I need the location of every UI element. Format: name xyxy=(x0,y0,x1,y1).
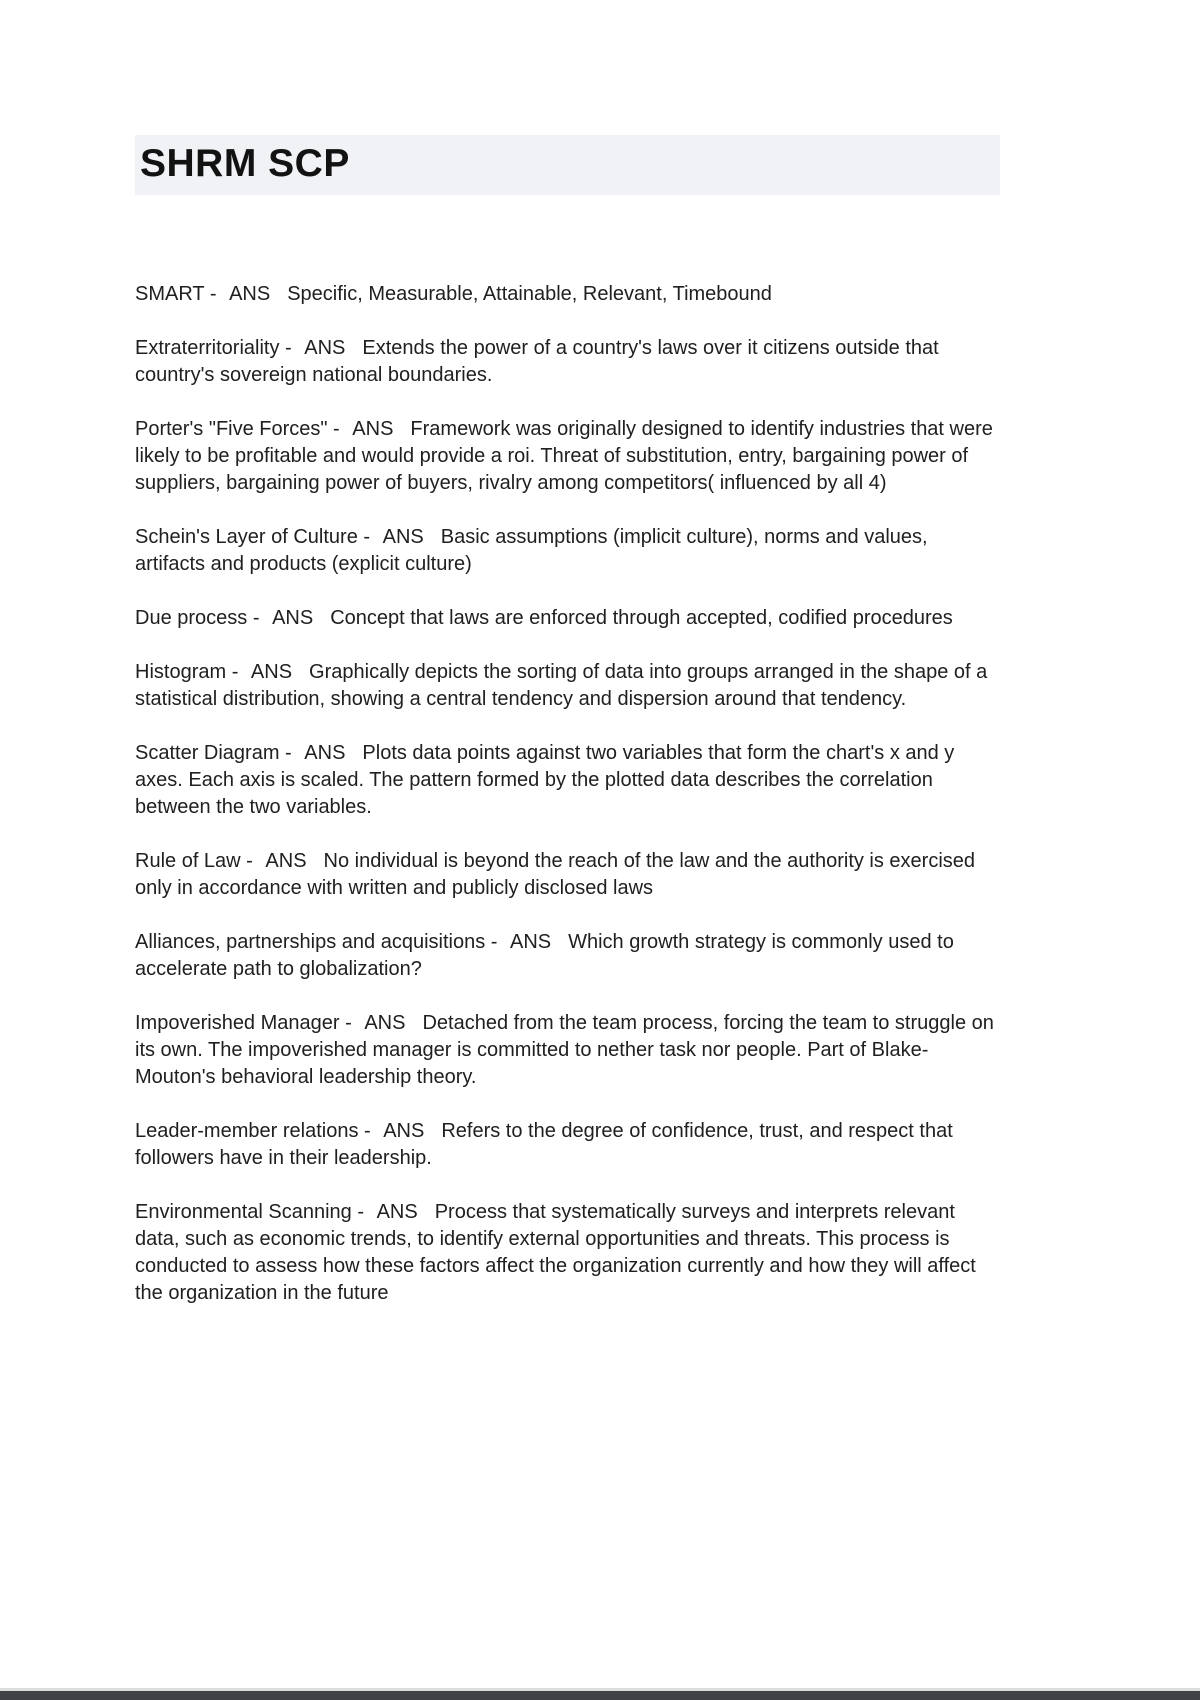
definition-entry xyxy=(135,605,1000,632)
dash-separator: - xyxy=(204,283,223,305)
term-text: Alliances, partnerships and acquisitions xyxy=(135,931,486,953)
ans-marker: ANS xyxy=(250,661,293,683)
term-text: Environmental Scanning xyxy=(135,1201,352,1223)
ans-marker: ANS xyxy=(265,850,307,872)
ans-marker: ANS xyxy=(304,742,346,764)
definition-text: No individual is beyond the reach of the law and the authority is exercised only in accordance with written and publicly disclosed laws xyxy=(135,850,976,899)
definition-entry xyxy=(135,416,1000,497)
definition-entry xyxy=(135,1199,1000,1307)
definition-text: Detached from the team process, forcing the team to struggle on its own. The impoverished manager is committed to nether task nor people. Part of Blake-Mouton's behavioral leadership theory. xyxy=(135,1012,994,1088)
ans-marker: ANS xyxy=(364,1012,406,1034)
definition-text: Concept that laws are enforced through accepted, codified procedures xyxy=(330,607,953,629)
dash-separator: - xyxy=(327,418,346,440)
page-bottom-bar xyxy=(0,1688,1200,1700)
definition-entry xyxy=(135,848,1000,902)
definition-entry xyxy=(135,659,1000,713)
ans-marker: ANS xyxy=(272,607,314,629)
dash-separator: - xyxy=(339,1012,358,1034)
term-text: Impoverished Manager xyxy=(135,1012,340,1034)
definition-text: Which growth strategy is commonly used to accelerate path to globalization? xyxy=(135,931,954,980)
ans-marker: ANS xyxy=(352,418,394,440)
definition-entry xyxy=(135,1118,1000,1172)
definition-text: Framework was originally designed to identify industries that were likely to be profitable and would provide a roi. Threat of substitution, entry, bargaining power of suppliers, bargaining power of buyers, rivalry among competitors( influenced by all 4) xyxy=(135,418,993,494)
ans-marker: ANS xyxy=(304,337,346,359)
dash-separator: - xyxy=(247,607,266,629)
term-text: Rule of Law xyxy=(135,850,241,872)
term-text: Due process xyxy=(135,607,248,629)
term-text: Leader-member relations xyxy=(135,1120,359,1142)
dash-separator: - xyxy=(226,661,244,683)
term-text: Porter's "Five Forces" xyxy=(135,418,328,440)
dash-separator: - xyxy=(358,1120,377,1142)
definition-entry xyxy=(135,281,1000,308)
ans-marker: ANS xyxy=(382,526,424,548)
definition-entry xyxy=(135,335,1000,389)
ans-marker: ANS xyxy=(229,283,271,305)
term-text: SMART xyxy=(135,283,205,305)
ans-marker: ANS xyxy=(383,1120,425,1142)
definition-text: Refers to the degree of confidence, trust, and respect that followers have in their leadership. xyxy=(135,1120,953,1169)
dash-separator: - xyxy=(279,742,298,764)
definition-entry xyxy=(135,1010,1000,1091)
definition-entry xyxy=(135,524,1000,578)
term-text: Scatter Diagram xyxy=(135,742,280,764)
term-text: Schein's Layer of Culture xyxy=(135,526,358,548)
definition-text: Plots data points against two variables that form the chart's x and y axes. Each axis is scaled. The pattern formed by the plotted data describes the correlation between the two variables. xyxy=(135,742,955,818)
definition-text: Graphically depicts the sorting of data into groups arranged in the shape of a statistical distribution, showing a central tendency and dispersion around that tendency. xyxy=(135,661,988,710)
definitions-list xyxy=(135,281,1000,1307)
definition-text: Extends the power of a country's laws over it citizens outside that country's sovereign national boundaries. xyxy=(135,337,939,386)
definition-text: Basic assumptions (implicit culture), norms and values, artifacts and products (explicit culture) xyxy=(135,526,928,575)
dash-separator: - xyxy=(240,850,259,872)
term-text: Histogram xyxy=(135,661,227,683)
dash-separator: - xyxy=(485,931,503,953)
title-banner xyxy=(135,135,1000,195)
dash-separator: - xyxy=(357,526,376,548)
dash-separator: - xyxy=(351,1201,370,1223)
definition-text: Specific, Measurable, Attainable, Relevant, Timebound xyxy=(287,283,772,305)
ans-marker: ANS xyxy=(376,1201,418,1223)
term-text: Extraterritoriality xyxy=(135,337,280,359)
definition-entry xyxy=(135,740,1000,821)
definition-entry xyxy=(135,929,1000,983)
definition-text: Process that systematically surveys and interprets relevant data, such as economic trends, to identify external opportunities and threats. This process is conducted to assess how these factors affect the organization currently and how they will affect the organization in the future xyxy=(135,1201,976,1304)
ans-marker: ANS xyxy=(509,931,552,953)
page-title: SHRM SCP xyxy=(140,142,350,185)
dash-separator: - xyxy=(279,337,298,359)
